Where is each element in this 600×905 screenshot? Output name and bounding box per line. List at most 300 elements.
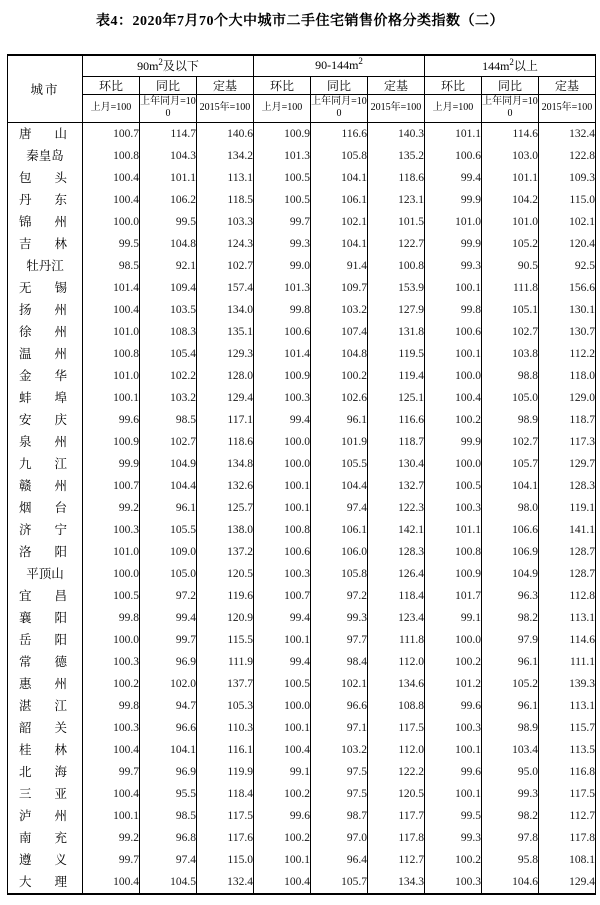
value-cell: 115.0 [539,189,596,211]
value-cell: 104.4 [311,475,368,497]
city-cell: 金华 [8,365,83,387]
value-cell: 118.6 [368,167,425,189]
value-cell: 105.2 [482,673,539,695]
value-cell: 102.7 [197,255,254,277]
value-cell: 105.7 [482,453,539,475]
value-cell: 102.7 [482,321,539,343]
metric-header-yoy: 同比 [482,76,539,94]
value-cell: 101.0 [83,541,140,563]
value-cell: 105.0 [140,563,197,585]
value-cell: 130.1 [539,299,596,321]
value-cell: 100.3 [425,871,482,894]
group-header-90-144 [254,55,425,76]
value-cell: 108.3 [140,321,197,343]
value-cell: 119.9 [197,761,254,783]
value-cell: 117.8 [539,827,596,849]
value-cell: 102.0 [140,673,197,695]
value-cell: 98.9 [482,409,539,431]
table-row [8,585,596,607]
value-cell: 115.5 [197,629,254,651]
value-cell: 100.1 [425,739,482,761]
value-cell: 105.7 [311,871,368,894]
value-cell: 101.0 [83,321,140,343]
value-cell: 96.8 [140,827,197,849]
value-cell: 112.0 [368,651,425,673]
value-cell: 100.7 [254,585,311,607]
value-cell: 100.6 [254,541,311,563]
value-cell: 111.8 [368,629,425,651]
value-cell: 116.8 [539,761,596,783]
city-cell: 扬州 [8,299,83,321]
value-cell: 103.2 [311,739,368,761]
value-cell: 104.8 [140,233,197,255]
value-cell: 119.5 [368,343,425,365]
value-cell: 122.2 [368,761,425,783]
value-cell: 99.3 [311,607,368,629]
value-cell: 99.1 [254,761,311,783]
value-cell: 113.1 [539,695,596,717]
value-cell: 101.4 [83,277,140,299]
city-cell: 平顶山 [8,563,83,585]
value-cell: 119.6 [197,585,254,607]
city-cell: 宜昌 [8,585,83,607]
city-cell: 安庆 [8,409,83,431]
value-cell: 128.3 [368,541,425,563]
table-row [8,122,596,145]
value-cell: 100.0 [425,453,482,475]
value-cell: 100.4 [254,871,311,894]
value-cell: 97.5 [311,761,368,783]
metric-header-base: 定基 [539,76,596,94]
value-cell: 100.9 [83,431,140,453]
base-header-prev-month: 上月=100 [425,94,482,122]
value-cell: 139.3 [539,673,596,695]
value-cell: 112.7 [368,849,425,871]
value-cell: 142.1 [368,519,425,541]
value-cell: 103.5 [140,299,197,321]
value-cell: 100.5 [254,189,311,211]
value-cell: 104.8 [311,343,368,365]
value-cell: 102.7 [140,431,197,453]
value-cell: 111.1 [539,651,596,673]
value-cell: 114.6 [539,629,596,651]
value-cell: 104.4 [140,475,197,497]
value-cell: 100.5 [254,167,311,189]
value-cell: 99.0 [254,255,311,277]
city-cell: 韶关 [8,717,83,739]
value-cell: 100.4 [254,739,311,761]
value-cell: 101.7 [425,585,482,607]
city-cell: 徐州 [8,321,83,343]
value-cell: 135.2 [368,145,425,167]
value-cell: 105.1 [482,299,539,321]
value-cell: 132.4 [197,871,254,894]
value-cell: 116.6 [311,122,368,145]
table-row [8,365,596,387]
value-cell: 100.5 [83,585,140,607]
value-cell: 129.4 [539,871,596,894]
value-cell: 100.2 [311,365,368,387]
value-cell: 118.0 [539,365,596,387]
city-cell: 岳阳 [8,629,83,651]
value-cell: 97.2 [311,585,368,607]
value-cell: 98.5 [83,255,140,277]
value-cell: 99.3 [425,255,482,277]
table-row [8,277,596,299]
group-header-row [8,55,596,76]
value-cell: 117.8 [368,827,425,849]
value-cell: 99.5 [140,211,197,233]
value-cell: 92.1 [140,255,197,277]
value-cell: 109.4 [140,277,197,299]
table-row [8,717,596,739]
value-cell: 108.1 [539,849,596,871]
metric-header-mom: 环比 [425,76,482,94]
city-cell: 桂林 [8,739,83,761]
table-row [8,629,596,651]
table-header [8,55,596,122]
value-cell: 104.1 [140,739,197,761]
value-cell: 111.8 [482,277,539,299]
value-cell: 122.7 [368,233,425,255]
superscript: 2 [158,57,163,68]
value-cell: 100.0 [425,365,482,387]
value-cell: 110.3 [197,717,254,739]
value-cell: 99.7 [254,211,311,233]
value-cell: 140.3 [368,122,425,145]
city-cell: 泸州 [8,805,83,827]
superscript: 2 [509,57,514,68]
value-cell: 104.9 [482,563,539,585]
value-cell: 97.0 [311,827,368,849]
value-cell: 96.1 [140,497,197,519]
value-cell: 118.4 [197,783,254,805]
value-cell: 105.4 [140,343,197,365]
table-row [8,233,596,255]
value-cell: 104.9 [140,453,197,475]
value-cell: 134.8 [197,453,254,475]
value-cell: 128.0 [197,365,254,387]
value-cell: 120.9 [197,607,254,629]
value-cell: 129.0 [539,387,596,409]
value-cell: 115.7 [539,717,596,739]
value-cell: 113.5 [539,739,596,761]
value-cell: 99.1 [425,607,482,629]
value-cell: 105.8 [311,145,368,167]
value-cell: 112.0 [368,739,425,761]
value-cell: 99.7 [83,849,140,871]
value-cell: 100.3 [83,651,140,673]
base-header-2015: 2015年=100 [197,94,254,122]
page-title: 表4：2020年7月70个大中城市二手住宅销售价格分类指数（二） [96,14,504,29]
value-cell: 94.7 [140,695,197,717]
value-cell: 120.5 [197,563,254,585]
city-cell: 蚌埠 [8,387,83,409]
value-cell: 118.7 [539,409,596,431]
value-cell: 134.6 [368,673,425,695]
value-cell: 128.7 [539,541,596,563]
value-cell: 101.9 [311,431,368,453]
base-header-prev-year: 上年同月=100 [140,94,197,122]
value-cell: 99.6 [83,409,140,431]
value-cell: 99.4 [254,651,311,673]
table-row [8,695,596,717]
table-row [8,761,596,783]
value-cell: 109.0 [140,541,197,563]
value-cell: 107.4 [311,321,368,343]
value-cell: 100.3 [254,387,311,409]
value-cell: 106.6 [482,519,539,541]
group-label: 及以下 [162,59,199,74]
value-cell: 126.4 [368,563,425,585]
value-cell: 96.9 [140,761,197,783]
base-header-2015: 2015年=100 [539,94,596,122]
city-cell: 烟台 [8,497,83,519]
metric-header-row [8,76,596,94]
value-cell: 120.5 [368,783,425,805]
value-cell: 124.3 [197,233,254,255]
metric-header-base: 定基 [197,76,254,94]
value-cell: 118.6 [197,431,254,453]
value-cell: 100.2 [425,849,482,871]
value-cell: 116.1 [197,739,254,761]
value-cell: 99.6 [425,695,482,717]
table-row [8,651,596,673]
value-cell: 101.0 [482,211,539,233]
value-cell: 115.0 [197,849,254,871]
value-cell: 118.4 [368,585,425,607]
value-cell: 100.0 [425,629,482,651]
table-row [8,167,596,189]
value-cell: 100.6 [254,321,311,343]
value-cell: 117.7 [368,805,425,827]
value-cell: 117.6 [197,827,254,849]
value-cell: 100.3 [254,563,311,585]
value-cell: 104.1 [482,475,539,497]
value-cell: 113.1 [539,607,596,629]
value-cell: 100.2 [254,827,311,849]
value-cell: 101.0 [83,365,140,387]
value-cell: 98.5 [140,409,197,431]
value-cell: 118.5 [197,189,254,211]
value-cell: 104.1 [311,233,368,255]
value-cell: 109.7 [311,277,368,299]
value-cell: 101.5 [368,211,425,233]
table-row [8,607,596,629]
value-cell: 123.1 [368,189,425,211]
value-cell: 97.1 [311,717,368,739]
value-cell: 130.7 [539,321,596,343]
value-cell: 105.8 [311,563,368,585]
value-cell: 114.7 [140,122,197,145]
value-cell: 92.5 [539,255,596,277]
city-cell: 大理 [8,871,83,894]
value-cell: 97.9 [482,629,539,651]
value-cell: 101.1 [425,122,482,145]
table-row [8,827,596,849]
value-cell: 128.7 [539,563,596,585]
table-row [8,431,596,453]
value-cell: 102.1 [311,673,368,695]
value-cell: 99.8 [83,695,140,717]
value-cell: 140.6 [197,122,254,145]
value-cell: 99.4 [140,607,197,629]
value-cell: 100.1 [83,387,140,409]
value-cell: 99.7 [83,761,140,783]
value-cell: 106.9 [482,541,539,563]
table-row [8,299,596,321]
value-cell: 97.4 [311,497,368,519]
value-cell: 119.1 [539,497,596,519]
value-cell: 102.1 [311,211,368,233]
value-cell: 100.3 [83,519,140,541]
table-row [8,783,596,805]
value-cell: 104.3 [140,145,197,167]
city-cell: 济宁 [8,519,83,541]
table-row [8,387,596,409]
metric-header-mom: 环比 [83,76,140,94]
value-cell: 117.1 [197,409,254,431]
value-cell: 106.0 [311,541,368,563]
value-cell: 100.4 [83,871,140,894]
value-cell: 103.8 [482,343,539,365]
value-cell: 99.4 [425,167,482,189]
value-cell: 100.3 [425,497,482,519]
table-row [8,805,596,827]
table-row [8,673,596,695]
value-cell: 99.4 [254,409,311,431]
value-cell: 101.1 [425,519,482,541]
value-cell: 99.6 [425,761,482,783]
city-cell: 唐山 [8,122,83,145]
value-cell: 128.3 [539,475,596,497]
value-cell: 99.6 [254,805,311,827]
value-cell: 100.8 [83,343,140,365]
city-cell: 赣州 [8,475,83,497]
value-cell: 122.8 [539,145,596,167]
table-row [8,519,596,541]
base-header-prev-year: 上年同月=100 [311,94,368,122]
value-cell: 98.8 [482,365,539,387]
city-cell: 南充 [8,827,83,849]
value-cell: 98.5 [140,805,197,827]
value-cell: 123.4 [368,607,425,629]
value-cell: 95.8 [482,849,539,871]
value-cell: 99.8 [254,299,311,321]
value-cell: 106.2 [140,189,197,211]
table-row [8,343,596,365]
value-cell: 99.8 [83,607,140,629]
value-cell: 100.6 [425,145,482,167]
value-cell: 96.6 [311,695,368,717]
value-cell: 101.1 [140,167,197,189]
value-cell: 129.4 [197,387,254,409]
group-label: 90-144m [315,58,359,73]
value-cell: 132.7 [368,475,425,497]
value-cell: 95.5 [140,783,197,805]
metric-header-mom: 环比 [254,76,311,94]
table-row [8,739,596,761]
value-cell: 101.0 [425,211,482,233]
value-cell: 116.6 [368,409,425,431]
value-cell: 100.3 [425,717,482,739]
value-cell: 100.4 [83,783,140,805]
value-cell: 109.3 [539,167,596,189]
table-row [8,475,596,497]
value-cell: 129.7 [539,453,596,475]
value-cell: 95.0 [482,761,539,783]
value-cell: 97.2 [140,585,197,607]
value-cell: 100.9 [254,122,311,145]
value-cell: 100.1 [254,717,311,739]
value-cell: 100.2 [83,673,140,695]
value-cell: 105.2 [482,233,539,255]
value-cell: 99.9 [425,189,482,211]
value-cell: 104.2 [482,189,539,211]
value-cell: 99.4 [254,607,311,629]
value-cell: 98.7 [311,805,368,827]
value-cell: 100.2 [254,783,311,805]
value-cell: 99.2 [83,497,140,519]
value-cell: 100.2 [425,409,482,431]
group-label: 以上 [513,59,538,74]
value-cell: 100.8 [254,519,311,541]
value-cell: 122.3 [368,497,425,519]
value-cell: 105.3 [197,695,254,717]
value-cell: 138.0 [197,519,254,541]
value-cell: 105.5 [140,519,197,541]
group-label: 90m [137,59,159,74]
value-cell: 103.0 [482,145,539,167]
value-cell: 134.3 [368,871,425,894]
value-cell: 99.2 [83,827,140,849]
value-cell: 141.1 [539,519,596,541]
value-cell: 100.1 [254,497,311,519]
value-cell: 99.5 [83,233,140,255]
table-row [8,871,596,894]
value-cell: 102.2 [140,365,197,387]
city-cell: 常德 [8,651,83,673]
value-cell: 100.4 [83,189,140,211]
city-cell: 襄阳 [8,607,83,629]
value-cell: 132.4 [539,122,596,145]
value-cell: 156.6 [539,277,596,299]
city-cell: 北海 [8,761,83,783]
city-cell: 洛阳 [8,541,83,563]
value-cell: 96.1 [482,651,539,673]
value-cell: 117.5 [197,805,254,827]
city-cell: 无锡 [8,277,83,299]
value-cell: 90.5 [482,255,539,277]
value-cell: 100.6 [425,321,482,343]
value-cell: 99.3 [254,233,311,255]
table-row [8,211,596,233]
value-cell: 100.8 [425,541,482,563]
value-cell: 98.2 [482,607,539,629]
value-cell: 101.4 [254,343,311,365]
value-cell: 100.7 [83,475,140,497]
base-header-prev-month: 上月=100 [83,94,140,122]
value-cell: 98.2 [482,805,539,827]
value-cell: 100.9 [254,365,311,387]
table-row [8,453,596,475]
value-cell: 101.3 [254,277,311,299]
city-cell: 吉林 [8,233,83,255]
base-header-prev-year: 上年同月=100 [482,94,539,122]
value-cell: 100.0 [83,211,140,233]
value-cell: 99.5 [425,805,482,827]
value-cell: 100.0 [254,431,311,453]
